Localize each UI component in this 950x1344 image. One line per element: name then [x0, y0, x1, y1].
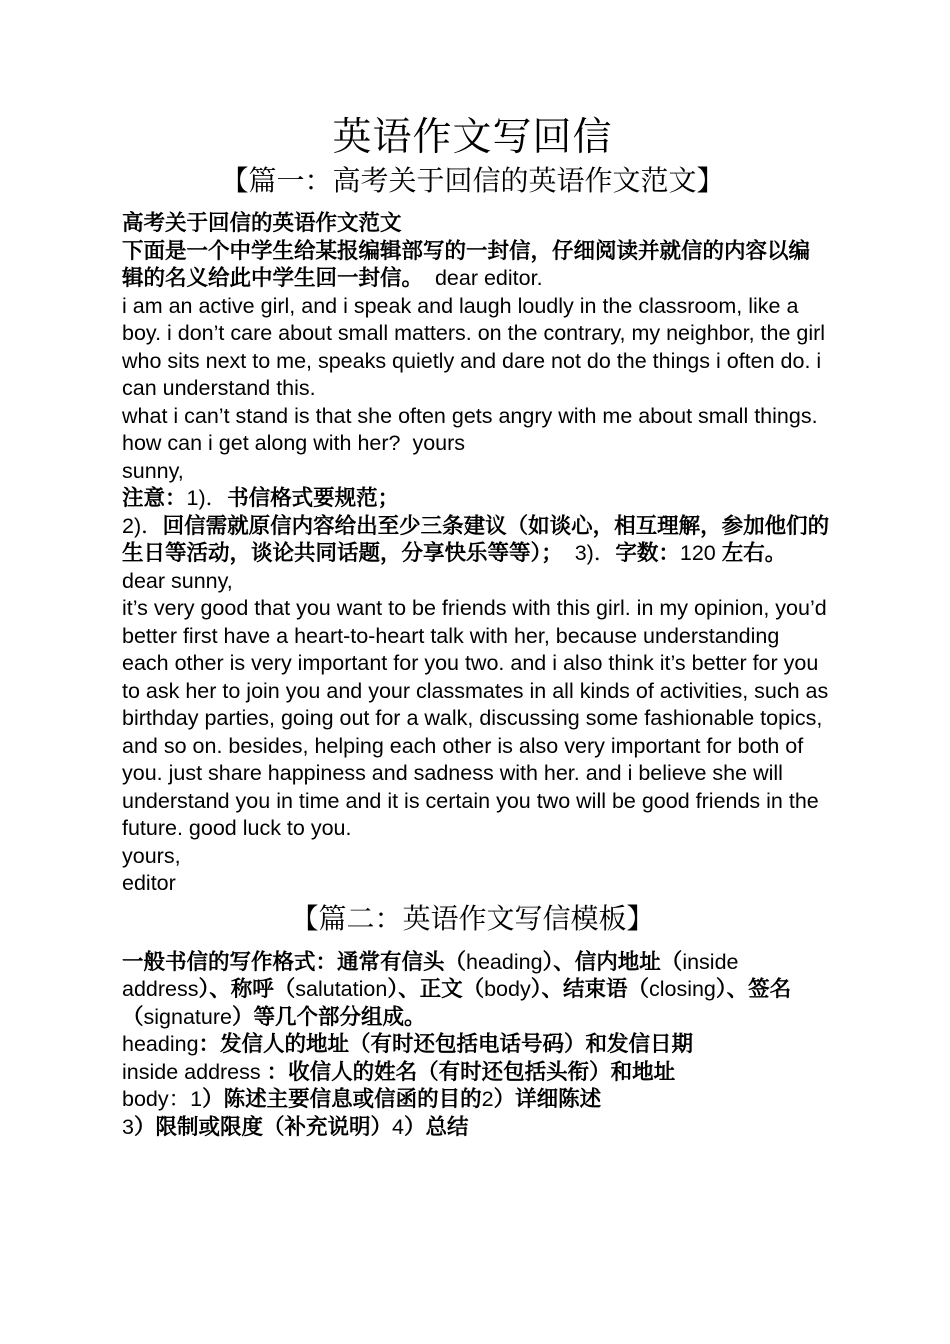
section2-body: [115, 949, 830, 1142]
letter-paragraph-2: what i can’t stand is that she often gets angry with me about small things. how can i get along with her? yours: [122, 403, 818, 455]
section1-heading: 【篇一：高考关于回信的英语作文范文】: [220, 165, 725, 196]
reply-greeting: dear sunny,: [122, 568, 233, 593]
section1-body: [115, 210, 830, 898]
document-title: 英语作文写回信: [332, 116, 613, 159]
topic-title: 高考关于回信的英语作文范文: [122, 211, 402, 235]
document-page: [115, 113, 830, 1141]
prompt-paragraph: 下面是一个中学生给某报编辑部写的一封信，仔细阅读并就信的内容以编辑的名义给此中学生回一封信。 dear editor.: [122, 238, 811, 290]
reply-closing: yours,: [122, 843, 181, 868]
section2-heading: 【篇二：英语作文写信模板】: [290, 902, 655, 934]
format-paragraph: 一般书信的写作格式：通常有信头（heading）、信内地址（inside address）、称呼（salutation）、正文（body）、结束语（closing）、签名（signature）等几个部分组成。: [122, 949, 792, 1029]
inside-address-line: inside address ：收信人的姓名（有时还包括头衔）和地址: [122, 1059, 676, 1084]
reply-signature: editor: [122, 871, 176, 895]
body-line-2: 3）限制或限度（补充说明）4）总结: [122, 1114, 469, 1139]
note-line-2: 2)．回信需就原信内容给出至少三条建议（如谈心，相互理解，参加他们的生日等活动，谈论共同话题，分享快乐等等）； 3)．字数：120 左右。: [122, 513, 830, 565]
body-line: body：1）陈述主要信息或信函的目的2）详细陈述: [122, 1087, 602, 1111]
heading-line: heading：发信人的地址（有时还包括电话号码）和发信日期: [122, 1032, 694, 1056]
note-line-1: 注意：1)．书信格式要规范；: [122, 486, 400, 510]
letter-paragraph-1: i am an active girl, and i speak and laugh loudly in the classroom, like a boy. i don’t care about small matters. on the contrary, my neighbor, the girl who sits next to me, speaks quietly and dare not do the things i often do. i can understand this.: [122, 293, 826, 400]
reply-body: it’s very good that you want to be friends with this girl. in my opinion, you’d better first have a heart-to-heart talk with her, because understanding each other is very important for you two. and i also think it’s better for you to ask her to join you and your classmates in all kinds of activities, such as birthday parties, going out for a walk, discussing some fashionable topics, and so on. besides, helping each other is also very important for both of you. just share happiness and sadness with her. and i believe she will understand you in time and it is certain you two will be good friends in the future. good luck to you.: [122, 596, 829, 840]
letter-signature: sunny,: [122, 458, 184, 483]
